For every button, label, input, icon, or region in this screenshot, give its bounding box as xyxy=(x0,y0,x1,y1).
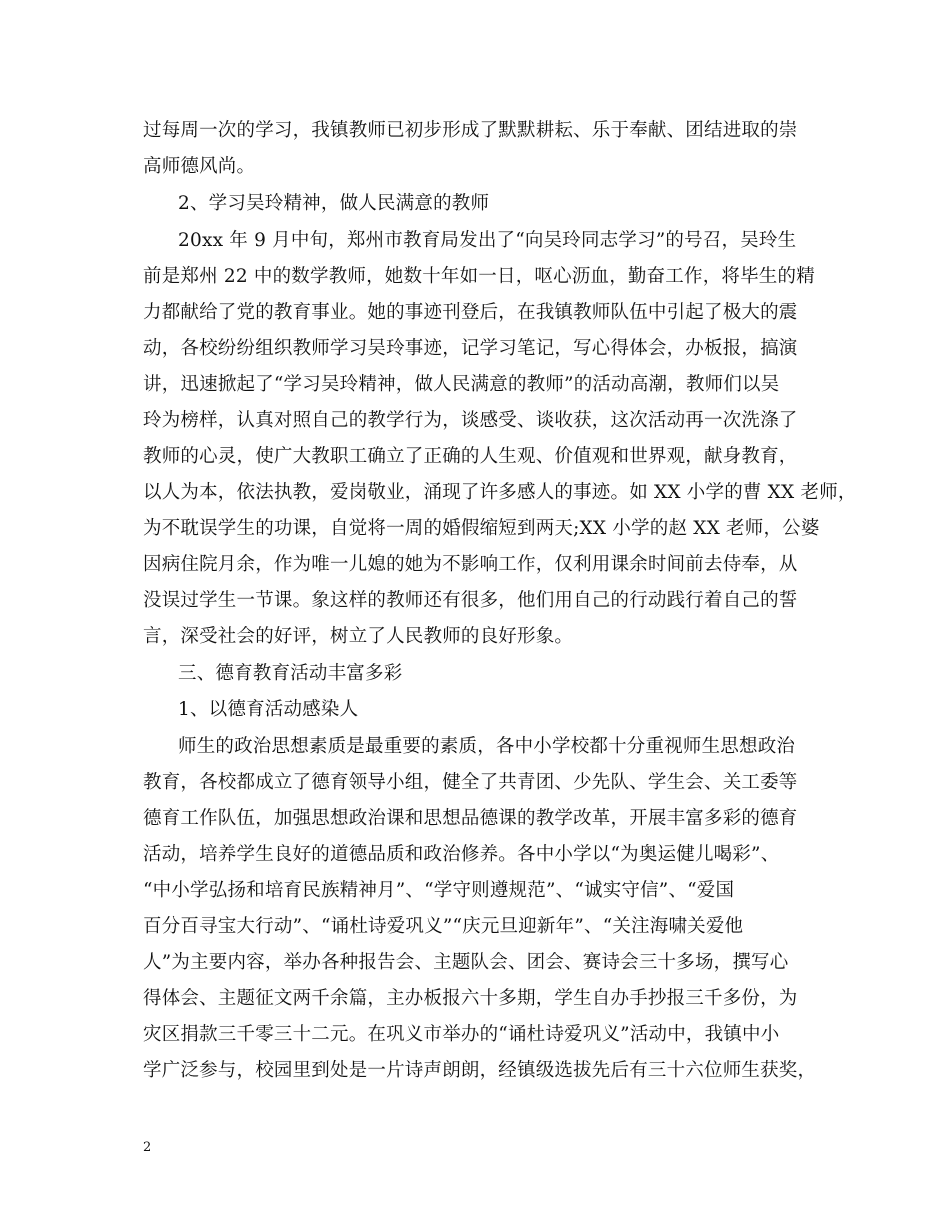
text-line: 以人为本，依法执教，爱岗敬业，涌现了许多感人的事迹。如 XX 小学的曹 XX 老师， xyxy=(143,482,857,503)
page-number: 2 xyxy=(143,1140,152,1155)
text-line: 教育，各校都成立了德育领导小组，健全了共青团、少先队、学生会、关工委等 xyxy=(143,772,798,793)
text-line: 人”为主要内容，举办各种报告会、主题队会、团会、赛诗会三十多场，撰写心 xyxy=(143,952,789,973)
text-line: 高师德风尚。 xyxy=(143,156,256,177)
text-line: 过每周一次的学习，我镇教师已初步形成了默默耕耘、乐于奉献、团结进取的崇 xyxy=(143,120,798,141)
text-line: 学广泛参与，校园里到处是一片诗声朗朗，经镇级选拔先后有三十六位师生获奖， xyxy=(143,1060,817,1081)
text-line: 百分百寻宝大行动”、“诵杜诗爱巩义”“庆元旦迎新年”、“关注海啸关爱他 xyxy=(143,916,744,937)
text-line: 得体会、主题征文两千余篇，主办板报六十多期，学生自办手抄报三千多份，为 xyxy=(143,988,798,1009)
text-line: 灾区捐款三千零三十二元。在巩义市举办的“诵杜诗爱巩义”活动中，我镇中小 xyxy=(143,1024,780,1045)
text-line: 20xx 年 9 月中旬，郑州市教育局发出了“向吴玲同志学习”的号召，吴玲生 xyxy=(178,230,797,251)
text-line: 教师的心灵，使广大教职工确立了正确的人生观、价值观和世界观，献身教育， xyxy=(143,446,798,467)
text-line: 没误过学生一节课。象这样的教师还有很多，他们用自己的行动践行着自己的誓 xyxy=(143,590,798,611)
text-line: 因病住院月余，作为唯一儿媳的她为不影响工作，仅利用课余时间前去侍奉，从 xyxy=(143,554,798,575)
text-line: 德育工作队伍，加强思想政治课和思想品德课的教学改革，开展丰富多彩的德育 xyxy=(143,808,798,829)
text-line: 力都献给了党的教育事业。她的事迹刊登后，在我镇教师队伍中引起了极大的震 xyxy=(143,302,798,323)
text-line: 活动，培养学生良好的道德品质和政治修养。各中小学以“为奥运健儿喝彩”、 xyxy=(143,844,780,865)
text-line: 动，各校纷纷组织教师学习吴玲事迹，记学习笔记，写心得体会，办板报，搞演 xyxy=(143,338,798,359)
text-line: 玲为榜样，认真对照自己的教学行为，谈感受、谈收获，这次活动再一次洗涤了 xyxy=(143,410,798,431)
text-line: 言，深受社会的好评，树立了人民教师的良好形象。 xyxy=(143,626,574,647)
text-line: 讲，迅速掀起了“学习吴玲精神，做人民满意的教师”的活动高潮，教师们以吴 xyxy=(143,374,780,395)
text-line: 为不耽误学生的功课，自觉将一周的婚假缩短到两天;XX 小学的赵 XX 老师，公婆 xyxy=(143,518,820,539)
section-heading: 三、德育教育活动丰富多彩 xyxy=(178,663,403,684)
text-line: 前是郑州 22 中的数学教师，她数十年如一日，呕心沥血，勤奋工作，将毕生的精 xyxy=(143,266,815,287)
subsection-heading: 1、以德育活动感染人 xyxy=(178,699,359,720)
section-heading: 2、学习吴玲精神，做人民满意的教师 xyxy=(178,193,490,214)
text-line: 师生的政治思想素质是最重要的素质，各中小学校都十分重视师生思想政治 xyxy=(178,736,796,757)
text-line: “中小学弘扬和培育民族精神月”、“学守则遵规范”、“诚实守信”、“爱国 xyxy=(143,880,735,901)
